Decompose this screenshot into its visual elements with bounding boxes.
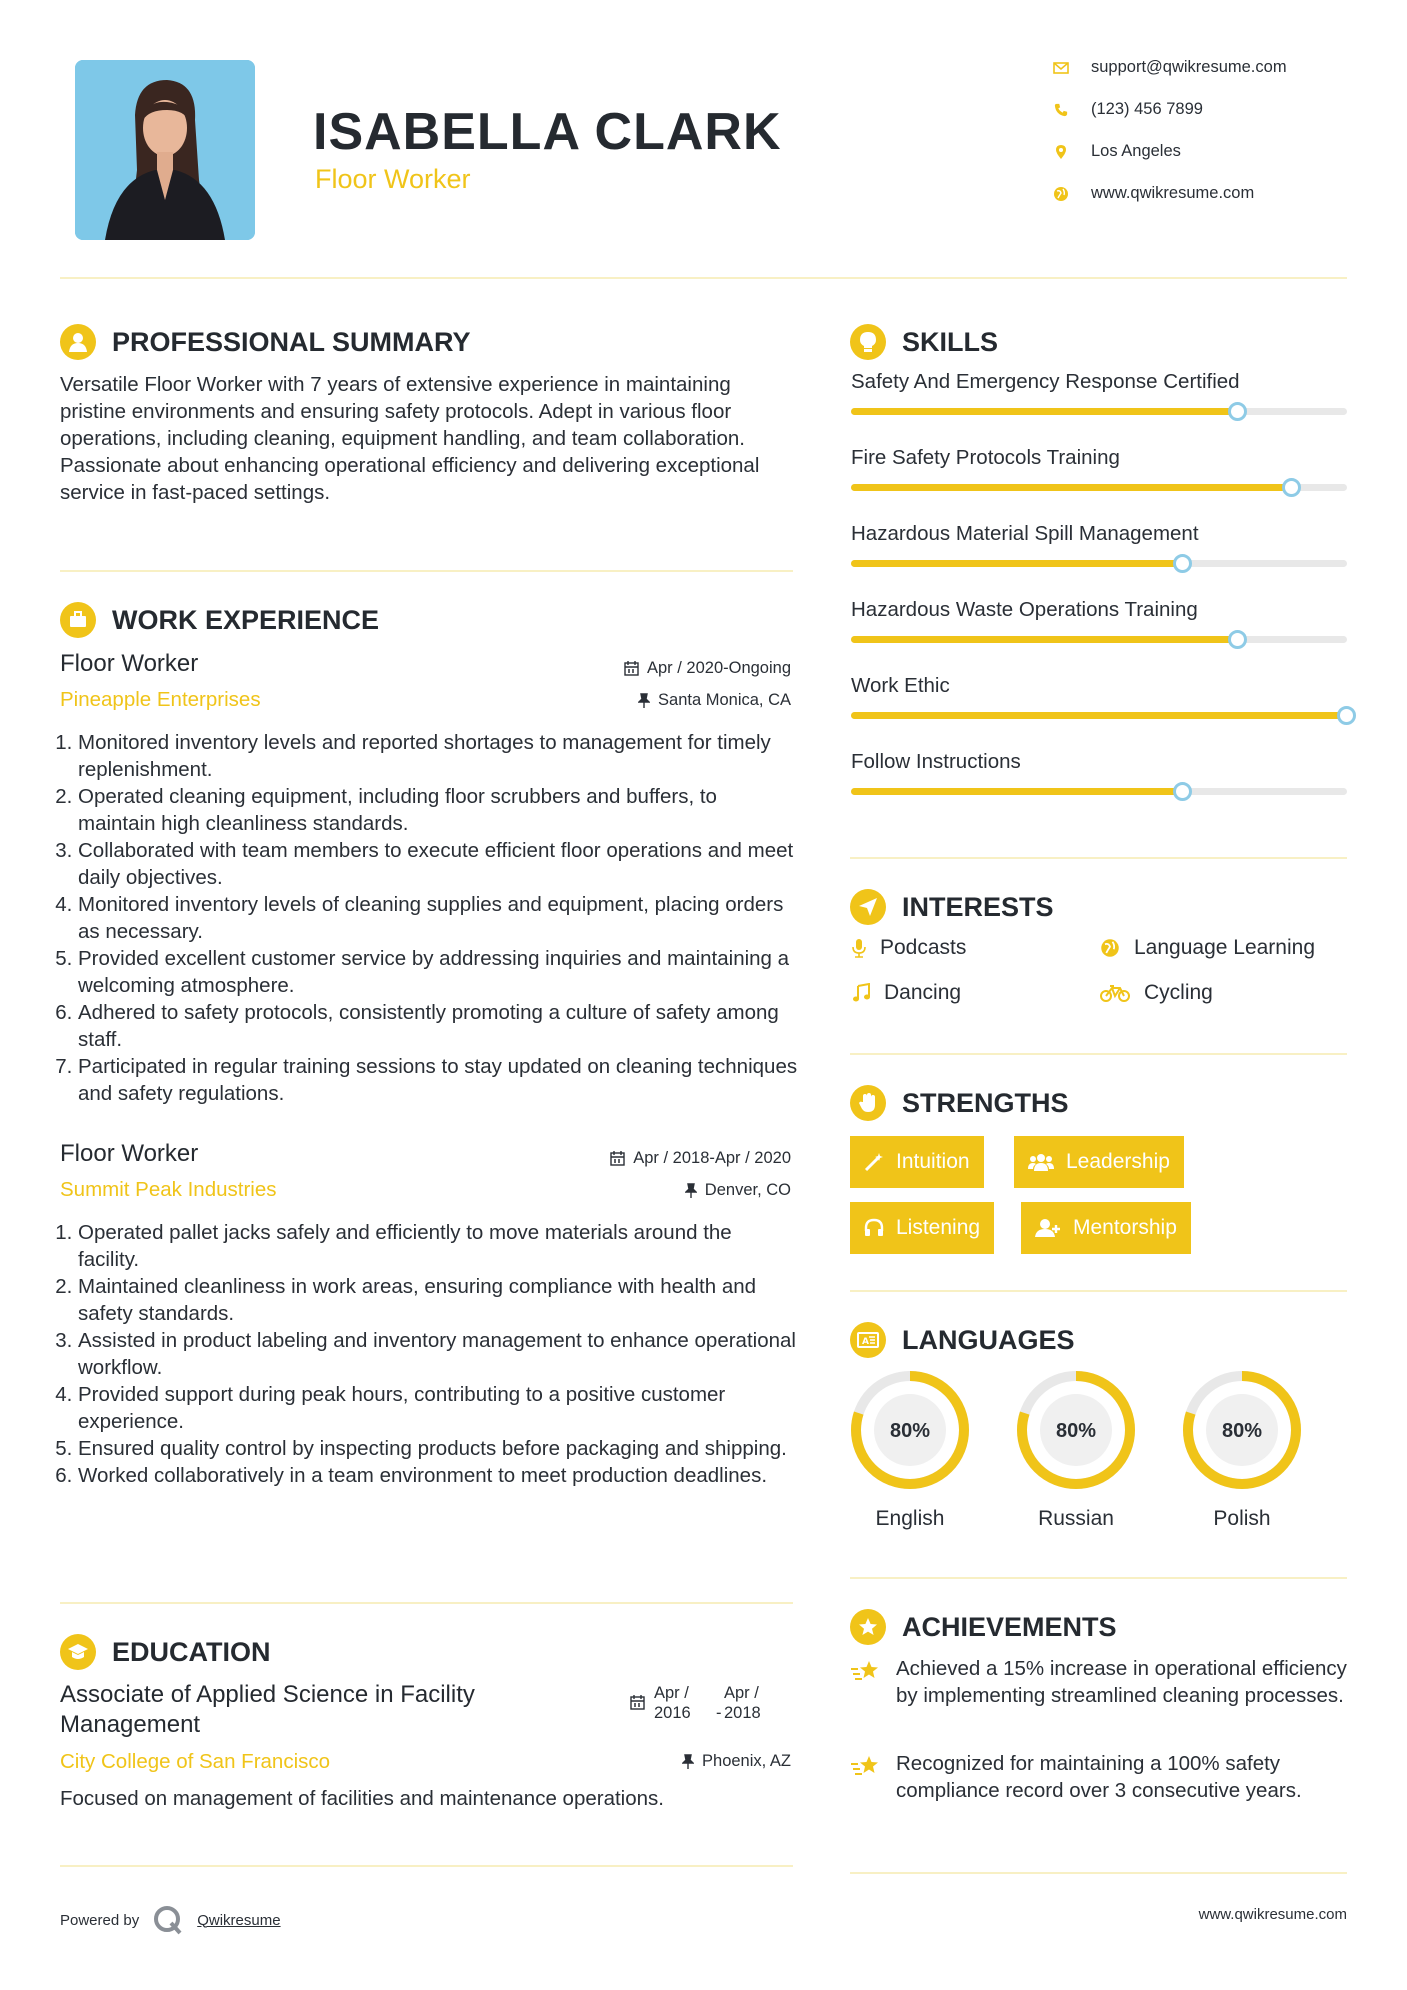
section-header-summary: [60, 324, 471, 360]
skill-bar: [851, 712, 1347, 719]
date-separator: -: [716, 1704, 722, 1722]
skill-knob: [1282, 478, 1301, 497]
divider: [60, 1602, 793, 1604]
language-item: [1014, 1368, 1138, 1531]
skill-knob: [1228, 630, 1247, 649]
skill-track: [851, 712, 1347, 719]
language-percent: 80%: [889, 1420, 931, 1442]
microphone-icon: [852, 938, 866, 958]
language-item: [848, 1368, 972, 1531]
skill-bar: [851, 560, 1183, 567]
map-pin-icon: [1053, 144, 1069, 160]
skill-name: Follow Instructions: [851, 750, 1021, 773]
contact-location: [1053, 142, 1181, 161]
education-location: [682, 1752, 791, 1771]
job-date-text: Apr / 2020-Ongoing: [646, 659, 791, 677]
phone-icon: [1053, 103, 1069, 117]
list-item: 6. Worked collaboratively in a team environment to meet production deadlines.: [78, 1462, 798, 1489]
bicycle-icon: [1100, 984, 1130, 1002]
header-divider: [60, 277, 1347, 279]
qwikresume-logo-icon: [153, 1905, 183, 1935]
divider: [850, 1053, 1347, 1055]
list-item: 3. Assisted in product labeling and inventory management to enhance operational workflow.: [78, 1327, 798, 1381]
skill-track: [851, 408, 1347, 415]
degree-name: Associate of Applied Science in Facility Management: [60, 1681, 475, 1738]
interest-label: Dancing: [884, 981, 962, 1004]
language-name: Russian: [1038, 1507, 1114, 1530]
education-location-text: Phoenix, AZ: [702, 1752, 791, 1770]
achievement-item: [850, 1750, 1347, 1804]
job-bullets: [58, 1219, 798, 1489]
job-location: [685, 1181, 791, 1200]
job-location-text: Santa Monica, CA: [658, 691, 791, 709]
list-item: 5. Ensured quality control by inspecting products before packaging and shipping.: [78, 1435, 798, 1462]
skills-heading: SKILLS: [902, 326, 999, 357]
date-start-month: Apr /: [654, 1684, 689, 1702]
job-location: [638, 691, 791, 710]
section-header-interests: [850, 889, 1054, 925]
skill-item: [851, 598, 1347, 674]
list-item: 2. Maintained cleanliness in work areas, ensuring compliance with health and safety standards.: [78, 1273, 798, 1327]
language-ring: [1014, 1368, 1138, 1492]
contact-website-text: www.qwikresume.com: [1091, 184, 1255, 202]
section-header-strengths: [850, 1085, 1069, 1121]
music-note-icon: [852, 983, 870, 1003]
lightbulb-icon: [850, 324, 886, 360]
language-name: English: [875, 1507, 945, 1530]
language-name: Polish: [1213, 1507, 1271, 1530]
skill-item: [851, 446, 1347, 522]
strength-label: Leadership: [1066, 1150, 1170, 1173]
achievement-item: [850, 1655, 1347, 1709]
job-date: [624, 659, 791, 678]
skill-track: [851, 788, 1347, 795]
languages-heading: LANGUAGES: [902, 1324, 1075, 1355]
language-item: [1180, 1368, 1304, 1531]
divider: [850, 857, 1347, 859]
section-header-languages: [850, 1322, 1075, 1358]
contact-phone-text: (123) 456 7899: [1091, 100, 1203, 118]
powered-by-label: Powered by: [60, 1911, 140, 1929]
users-icon: [1028, 1152, 1054, 1172]
skills-list: [851, 370, 1347, 826]
company-name: Summit Peak Industries: [60, 1178, 277, 1201]
section-header-education: [60, 1634, 271, 1670]
briefcase-icon: [60, 602, 96, 638]
pushpin-icon: [638, 693, 650, 708]
skill-name: Hazardous Material Spill Management: [851, 522, 1199, 545]
divider: [60, 570, 793, 572]
list-item: 4. Provided support during peak hours, contributing to a positive customer experience.: [78, 1381, 798, 1435]
list-item: 3. Collaborated with team members to execute efficient floor operations and meet daily objectives.: [78, 837, 798, 891]
education-description: Focused on management of facilities and maintenance operations.: [60, 1787, 664, 1810]
achievement-text: Achieved a 15% increase in operational efficiency by implementing streamlined cleaning processes.: [896, 1657, 1347, 1707]
graduation-cap-icon: [60, 1634, 96, 1670]
list-item: 7. Participated in regular training sessions to stay updated on cleaning techniques and safety regulations.: [78, 1053, 798, 1107]
company-name: Pineapple Enterprises: [60, 688, 261, 711]
strength-tag: [850, 1136, 984, 1188]
skill-item: [851, 750, 1347, 826]
svg-text:A: A: [862, 1337, 869, 1347]
language-icon: [850, 1322, 886, 1358]
interest-item: [852, 936, 966, 960]
list-item: 1. Operated pallet jacks safely and efficiently to move materials around the facility.: [78, 1219, 798, 1273]
achievement-text: Recognized for maintaining a 100% safety compliance record over 3 consecutive years.: [896, 1752, 1302, 1802]
languages-list: [848, 1368, 1348, 1538]
skill-bar: [851, 484, 1292, 491]
interest-item: [852, 981, 961, 1005]
job-bullets: [58, 729, 798, 1107]
divider: [60, 1865, 793, 1867]
language-ring: [848, 1368, 972, 1492]
section-header-achievements: [850, 1609, 1117, 1645]
interest-item: [1100, 936, 1315, 960]
skill-name: Hazardous Waste Operations Training: [851, 598, 1198, 621]
star-icon: [850, 1609, 886, 1645]
skill-bar: [851, 636, 1238, 643]
footer-powered-by: [60, 1905, 281, 1935]
contact-phone[interactable]: [1053, 100, 1203, 119]
language-ring: [1180, 1368, 1304, 1492]
skill-knob: [1173, 782, 1192, 801]
shooting-star-icon: [850, 1659, 882, 1685]
pushpin-icon: [682, 1754, 694, 1769]
user-plus-icon: [1035, 1218, 1061, 1238]
skill-item: [851, 674, 1347, 750]
paper-plane-icon: [850, 889, 886, 925]
contact-location-text: Los Angeles: [1091, 142, 1181, 160]
experience-heading: WORK EXPERIENCE: [112, 604, 380, 635]
date-end-month: Apr /: [724, 1684, 759, 1702]
hand-icon: [850, 1085, 886, 1121]
list-item: 2. Operated cleaning equipment, including floor scrubbers and buffers, to maintain high cleanliness standards.: [78, 783, 798, 837]
divider: [850, 1872, 1347, 1874]
skill-name: Safety And Emergency Response Certified: [851, 370, 1240, 393]
skill-item: [851, 522, 1347, 598]
education-date: [630, 1683, 810, 1735]
globe-icon: [1100, 938, 1120, 958]
strengths-heading: STRENGTHS: [902, 1087, 1069, 1118]
list-item: 4. Monitored inventory levels of cleaning supplies and equipment, placing orders as necessary.: [78, 891, 798, 945]
strength-tag: [850, 1202, 994, 1254]
interest-label: Podcasts: [880, 936, 967, 959]
interests-heading: INTERESTS: [902, 891, 1054, 922]
profile-photo: [75, 60, 255, 240]
section-header-experience: [60, 602, 379, 638]
school-name: City College of San Francisco: [60, 1750, 331, 1773]
user-icon: [60, 324, 96, 360]
section-header-skills: [850, 324, 998, 360]
calendar-icon: [624, 661, 639, 676]
job-date-text: Apr / 2018-Apr / 2020: [633, 1149, 791, 1167]
contact-website[interactable]: [1053, 184, 1254, 203]
calendar-icon: [610, 1151, 625, 1166]
skill-knob: [1337, 706, 1356, 725]
summary-heading: PROFESSIONAL SUMMARY: [112, 326, 471, 357]
date-start-year: 2016: [654, 1704, 691, 1722]
brand-link[interactable]: Qwikresume: [197, 1911, 281, 1929]
skill-track: [851, 484, 1347, 491]
contact-email[interactable]: [1053, 58, 1287, 77]
job-location-text: Denver, CO: [704, 1181, 791, 1199]
skill-track: [851, 636, 1347, 643]
skill-name: Fire Safety Protocols Training: [851, 446, 1120, 469]
list-item: 5. Provided excellent customer service by addressing inquiries and maintaining a welcoming atmosphere.: [78, 945, 798, 999]
date-end-year: 2018: [724, 1704, 761, 1722]
strength-label: Mentorship: [1073, 1216, 1177, 1239]
interest-label: Language Learning: [1134, 936, 1316, 959]
interest-item: [1100, 981, 1213, 1005]
contact-email-text: support@qwikresume.com: [1091, 58, 1287, 76]
summary-text: Versatile Floor Worker with 7 years of extensive experience in maintaining pristine environments and ensuring safety protocols. Adept in various floor operations, including cleaning, equipment handling, and team collaboration. Passionate about enhancing operational efficiency and delivering exceptional service in fast-paced settings.: [60, 373, 760, 504]
skill-knob: [1173, 554, 1192, 573]
globe-icon: [1053, 186, 1069, 202]
skill-track: [851, 560, 1347, 567]
skill-knob: [1228, 402, 1247, 421]
calendar-icon: [630, 1695, 645, 1710]
headphones-icon: [864, 1218, 884, 1238]
candidate-name: ISABELLA CLARK: [313, 103, 782, 161]
achievements-heading: ACHIEVEMENTS: [902, 1611, 1117, 1642]
pushpin-icon: [685, 1183, 697, 1198]
skill-item: [851, 370, 1347, 446]
footer-url[interactable]: www.qwikresume.com: [1198, 1906, 1347, 1923]
list-item: 6. Adhered to safety protocols, consistently promoting a culture of safety among staff.: [78, 999, 798, 1053]
job-date: [610, 1149, 791, 1168]
job-title: Floor Worker: [60, 650, 199, 677]
skill-bar: [851, 408, 1238, 415]
skill-bar: [851, 788, 1183, 795]
language-percent: 80%: [1221, 1420, 1263, 1442]
strength-label: Listening: [896, 1216, 981, 1239]
interest-label: Cycling: [1144, 981, 1213, 1004]
strength-tag: [1021, 1202, 1191, 1254]
education-heading: EDUCATION: [112, 1636, 271, 1667]
strength-tag: [1014, 1136, 1184, 1188]
skill-name: Work Ethic: [851, 674, 950, 697]
shooting-star-icon: [850, 1754, 882, 1780]
divider: [850, 1290, 1347, 1292]
strength-label: Intuition: [896, 1150, 970, 1173]
divider: [850, 1577, 1347, 1579]
magic-wand-icon: [864, 1152, 884, 1172]
language-percent: 80%: [1055, 1420, 1097, 1442]
candidate-title: Floor Worker: [315, 164, 471, 194]
envelope-icon: [1053, 62, 1069, 74]
list-item: 1. Monitored inventory levels and reported shortages to management for timely replenishment.: [78, 729, 798, 783]
job-title: Floor Worker: [60, 1140, 199, 1167]
